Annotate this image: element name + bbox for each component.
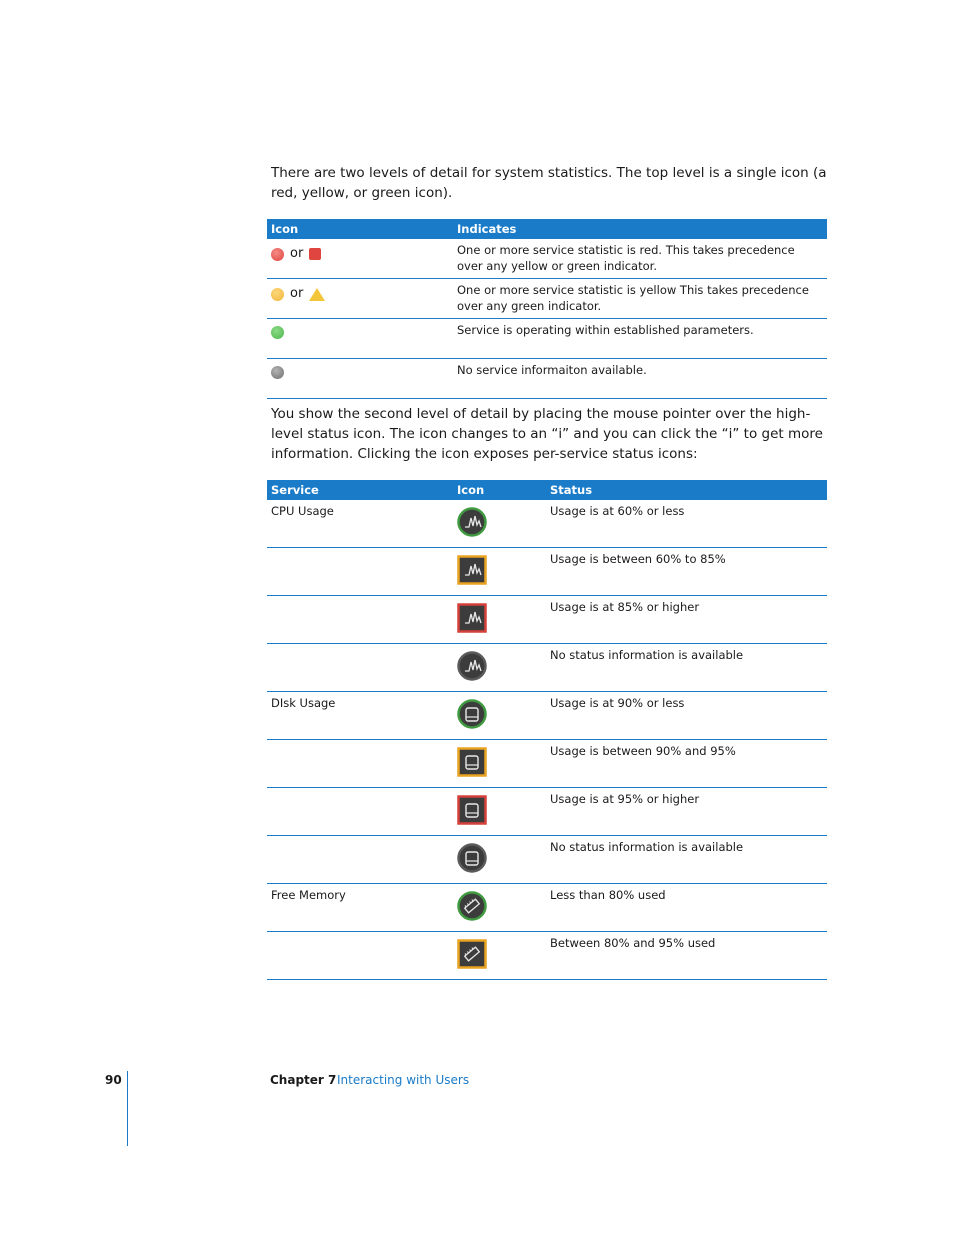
status-text: Usage is at 60% or less <box>546 500 827 548</box>
intro-paragraph-1: There are two levels of detail for system statistics. The top level is a single icon (a red, yellow, or green icon). <box>271 165 827 201</box>
green-circle-icon <box>271 326 284 339</box>
indicates-text: One or more service statistic is yellow This takes precedence over any green indicator. <box>453 279 827 319</box>
status-legend-table <box>267 219 827 399</box>
service-name <box>267 836 453 884</box>
or-label: or <box>290 286 304 301</box>
table-row <box>267 788 827 836</box>
gray-circle-icon <box>271 366 284 379</box>
cpu-yellow-status-icon <box>457 555 487 585</box>
cpu-gray-status-icon <box>457 651 487 681</box>
status-text: No status information is available <box>546 836 827 884</box>
table-row <box>267 279 827 319</box>
table-row <box>267 692 827 740</box>
service-name: Free Memory <box>267 884 453 932</box>
yellow-triangle-icon <box>309 288 325 301</box>
indicates-text: No service informaiton available. <box>453 359 827 399</box>
cpu-red-status-icon <box>457 603 487 633</box>
service-name <box>267 596 453 644</box>
table-row <box>267 319 827 359</box>
table-row <box>267 740 827 788</box>
service-name <box>267 788 453 836</box>
indicates-text: One or more service statistic is red. This takes precedence over any yellow or green indicator. <box>453 239 827 279</box>
status-text: Usage is at 90% or less <box>546 692 827 740</box>
service-name <box>267 548 453 596</box>
disk-gray-status-icon <box>457 843 487 873</box>
status-text: Usage is between 90% and 95% <box>546 740 827 788</box>
column-header-status: Status <box>546 480 827 500</box>
table-row <box>267 836 827 884</box>
service-name: DIsk Usage <box>267 692 453 740</box>
memory-green-status-icon <box>457 891 487 921</box>
service-name <box>267 740 453 788</box>
service-name: CPU Usage <box>267 500 453 548</box>
table-row <box>267 239 827 279</box>
status-text: Less than 80% used <box>546 884 827 932</box>
table-row <box>267 644 827 692</box>
table-row <box>267 932 827 980</box>
footer-rule <box>127 1071 128 1146</box>
column-header-icon: Icon <box>267 219 453 239</box>
table-row <box>267 596 827 644</box>
service-name <box>267 932 453 980</box>
red-circle-icon <box>271 248 284 261</box>
table-row <box>267 884 827 932</box>
disk-yellow-status-icon <box>457 747 487 777</box>
or-label: or <box>290 246 304 261</box>
yellow-circle-icon <box>271 288 284 301</box>
table-row <box>267 359 827 399</box>
page-number: 90 <box>105 1073 122 1087</box>
status-text: Usage is at 85% or higher <box>546 596 827 644</box>
service-name <box>267 644 453 692</box>
status-text: No status information is available <box>546 644 827 692</box>
table-row <box>267 548 827 596</box>
table-row <box>267 500 827 548</box>
indicates-text: Service is operating within established parameters. <box>453 319 827 359</box>
red-square-icon <box>309 248 321 260</box>
column-header-service: Service <box>267 480 453 500</box>
chapter-label: Chapter 7 <box>270 1073 337 1087</box>
chapter-title-link[interactable]: Interacting with Users <box>337 1073 470 1087</box>
memory-yellow-status-icon <box>457 939 487 969</box>
column-header-icon: Icon <box>453 480 546 500</box>
disk-red-status-icon <box>457 795 487 825</box>
status-text: Usage is at 95% or higher <box>546 788 827 836</box>
intro-paragraph-2: You show the second level of detail by placing the mouse pointer over the high-level status icon. The icon changes to an “i” and you can click the “i” to get more information. Clicking the icon exposes per-service status icons: <box>271 406 823 462</box>
column-header-indicates: Indicates <box>453 219 827 239</box>
status-text: Usage is between 60% to 85% <box>546 548 827 596</box>
cpu-green-status-icon <box>457 507 487 537</box>
status-text: Between 80% and 95% used <box>546 932 827 980</box>
service-status-table <box>267 480 827 980</box>
disk-green-status-icon <box>457 699 487 729</box>
